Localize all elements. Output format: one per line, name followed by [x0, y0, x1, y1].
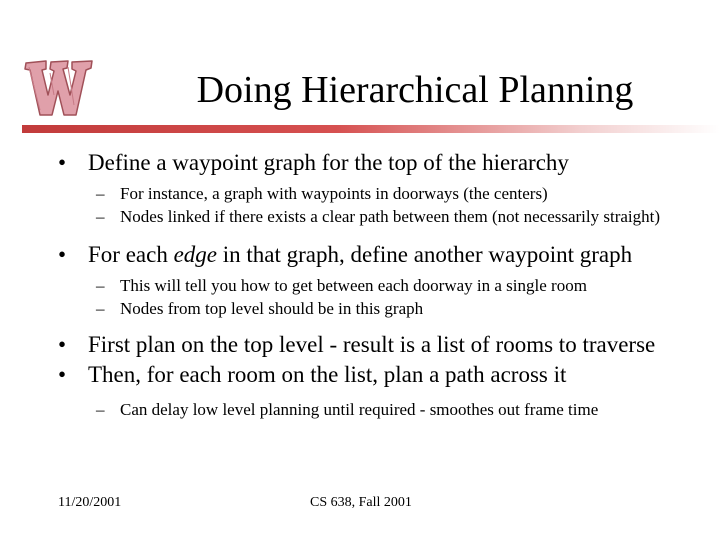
footer-date: 11/20/2001 [58, 495, 122, 510]
wisconsin-w-logo-icon [20, 55, 96, 121]
sub-bullet [58, 297, 708, 320]
sub-bullet-text: Can delay low level planning until required - smoothes out frame time [120, 400, 599, 419]
slide-body [58, 148, 708, 421]
sub-bullet-text: For instance, a graph with waypoints in doorways (the centers) [120, 184, 548, 203]
title-rule [22, 125, 720, 133]
sub-bullet-text: This will tell you how to get between each doorway in a single room [120, 276, 587, 295]
bullet-1 [58, 148, 708, 178]
bullet-4 [58, 360, 708, 390]
sub-bullet [58, 274, 708, 297]
sub-bullet-marker: – [96, 276, 105, 295]
bullet-text: First plan on the top level - result is a list of rooms to traverse [88, 332, 656, 357]
bullet-text-emphasis: edge [173, 242, 217, 267]
bullet-text: Define a waypoint graph for the top of the hierarchy [88, 150, 569, 175]
bullet-marker: • [58, 362, 67, 387]
sub-bullet [58, 205, 708, 228]
sub-bullet-marker: – [96, 207, 105, 226]
bullet-text: Then, for each room on the list, plan a path across it [88, 362, 567, 387]
slide-title: Doing Hierarchical Planning [196, 69, 634, 111]
sub-bullet-text: Nodes from top level should be in this graph [120, 299, 424, 318]
sub-bullet [58, 182, 708, 205]
bullet-marker: • [58, 332, 67, 357]
sub-bullet-marker: – [96, 184, 105, 203]
footer-course: CS 638, Fall 2001 [310, 495, 412, 510]
bullet-2 [58, 240, 708, 270]
sub-bullet-marker: – [96, 400, 105, 419]
sub-bullet-text: Nodes linked if there exists a clear path between them (not necessarily straight) [120, 207, 661, 226]
bullet-text-after: in that graph, define another waypoint graph [217, 242, 633, 267]
bullet-marker: • [58, 242, 67, 267]
sub-bullet [58, 398, 708, 421]
sub-bullet-marker: – [96, 299, 105, 318]
bullet-text-before: For each [88, 242, 174, 267]
bullet-marker: • [58, 150, 67, 175]
bullet-3 [58, 330, 708, 360]
